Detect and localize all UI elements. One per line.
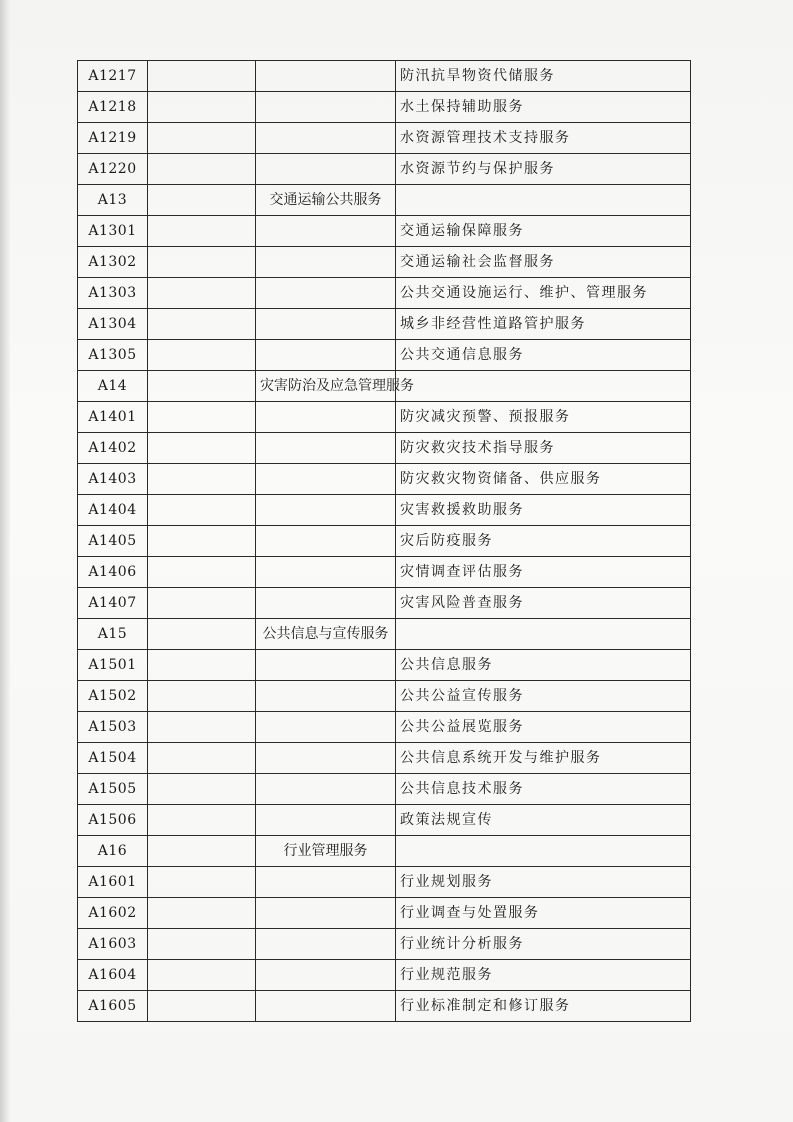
- service-item-cell: [396, 619, 691, 650]
- table-row-category: [78, 371, 691, 402]
- table-row: [78, 61, 691, 92]
- category-cell: [256, 216, 396, 247]
- service-item-cell: 防灾救灾技术指导服务: [396, 433, 691, 464]
- code-cell: A1603: [78, 929, 148, 960]
- service-item-cell: 灾后防疫服务: [396, 526, 691, 557]
- category-cell: [256, 805, 396, 836]
- blank-cell: [148, 929, 256, 960]
- category-cell: [256, 743, 396, 774]
- table-row: [78, 774, 691, 805]
- category-cell: [256, 61, 396, 92]
- table-row: [78, 340, 691, 371]
- blank-cell: [148, 278, 256, 309]
- category-cell: [256, 92, 396, 123]
- blank-cell: [148, 588, 256, 619]
- category-cell: [256, 464, 396, 495]
- code-cell: A1217: [78, 61, 148, 92]
- service-item-cell: 水土保持辅助服务: [396, 92, 691, 123]
- table-row: [78, 650, 691, 681]
- blank-cell: [148, 216, 256, 247]
- blank-cell: [148, 526, 256, 557]
- code-cell: A1301: [78, 216, 148, 247]
- code-cell: A1502: [78, 681, 148, 712]
- code-cell: A1219: [78, 123, 148, 154]
- service-item-cell: 行业统计分析服务: [396, 929, 691, 960]
- service-catalog-table: [77, 60, 691, 1022]
- table-row: [78, 247, 691, 278]
- blank-cell: [148, 681, 256, 712]
- table-row: [78, 898, 691, 929]
- code-cell: A1401: [78, 402, 148, 433]
- blank-cell: [148, 774, 256, 805]
- table-row: [78, 402, 691, 433]
- service-item-cell: 公共信息技术服务: [396, 774, 691, 805]
- table-row: [78, 526, 691, 557]
- blank-cell: [148, 247, 256, 278]
- service-item-cell: [396, 185, 691, 216]
- table-row: [78, 464, 691, 495]
- blank-cell: [148, 743, 256, 774]
- blank-cell: [148, 340, 256, 371]
- blank-cell: [148, 619, 256, 650]
- service-item-cell: 公共信息服务: [396, 650, 691, 681]
- table-row: [78, 278, 691, 309]
- code-cell: A15: [78, 619, 148, 650]
- service-item-cell: 公共交通信息服务: [396, 340, 691, 371]
- service-item-cell: 公共信息系统开发与维护服务: [396, 743, 691, 774]
- table-row: [78, 681, 691, 712]
- category-cell: [256, 650, 396, 681]
- service-item-cell: 灾害救援救助服务: [396, 495, 691, 526]
- category-cell: [256, 588, 396, 619]
- table-row: [78, 557, 691, 588]
- blank-cell: [148, 960, 256, 991]
- code-cell: A1605: [78, 991, 148, 1022]
- code-cell: A1304: [78, 309, 148, 340]
- category-cell: [256, 557, 396, 588]
- code-cell: A1601: [78, 867, 148, 898]
- table-row: [78, 309, 691, 340]
- blank-cell: [148, 92, 256, 123]
- code-cell: A14: [78, 371, 148, 402]
- code-cell: A1402: [78, 433, 148, 464]
- table-row: [78, 867, 691, 898]
- code-cell: A1220: [78, 154, 148, 185]
- service-item-cell: 城乡非经营性道路管护服务: [396, 309, 691, 340]
- category-cell: 行业管理服务: [256, 836, 396, 867]
- category-cell: [256, 960, 396, 991]
- table-row: [78, 991, 691, 1022]
- category-cell: [256, 309, 396, 340]
- category-cell: [256, 681, 396, 712]
- code-cell: A1406: [78, 557, 148, 588]
- blank-cell: [148, 805, 256, 836]
- service-item-cell: [396, 371, 691, 402]
- code-cell: A1218: [78, 92, 148, 123]
- blank-cell: [148, 154, 256, 185]
- table-row: [78, 495, 691, 526]
- code-cell: A1602: [78, 898, 148, 929]
- catalog-table-body: [78, 61, 691, 1022]
- table-row: [78, 588, 691, 619]
- table-row: [78, 929, 691, 960]
- code-cell: A1407: [78, 588, 148, 619]
- blank-cell: [148, 371, 256, 402]
- code-cell: A1503: [78, 712, 148, 743]
- code-cell: A1505: [78, 774, 148, 805]
- service-item-cell: 行业规范服务: [396, 960, 691, 991]
- blank-cell: [148, 836, 256, 867]
- category-cell: [256, 154, 396, 185]
- table-row: [78, 712, 691, 743]
- code-cell: A1302: [78, 247, 148, 278]
- category-cell: [256, 867, 396, 898]
- code-cell: A1506: [78, 805, 148, 836]
- blank-cell: [148, 185, 256, 216]
- category-cell: [256, 123, 396, 154]
- service-item-cell: 水资源管理技术支持服务: [396, 123, 691, 154]
- service-item-cell: 防灾减灾预警、预报服务: [396, 402, 691, 433]
- table-row: [78, 216, 691, 247]
- service-item-cell: 政策法规宣传: [396, 805, 691, 836]
- blank-cell: [148, 712, 256, 743]
- service-item-cell: 公共交通设施运行、维护、管理服务: [396, 278, 691, 309]
- table-row-category: [78, 185, 691, 216]
- code-cell: A1504: [78, 743, 148, 774]
- category-cell: [256, 495, 396, 526]
- service-item-cell: 灾情调查评估服务: [396, 557, 691, 588]
- service-item-cell: 灾害风险普查服务: [396, 588, 691, 619]
- category-cell: [256, 774, 396, 805]
- category-cell: [256, 402, 396, 433]
- category-cell: [256, 898, 396, 929]
- table-row: [78, 743, 691, 774]
- table-row: [78, 123, 691, 154]
- blank-cell: [148, 123, 256, 154]
- code-cell: A1405: [78, 526, 148, 557]
- code-cell: A1305: [78, 340, 148, 371]
- category-cell: [256, 929, 396, 960]
- blank-cell: [148, 433, 256, 464]
- category-cell: [256, 247, 396, 278]
- blank-cell: [148, 309, 256, 340]
- blank-cell: [148, 991, 256, 1022]
- code-cell: A1501: [78, 650, 148, 681]
- service-item-cell: 交通运输保障服务: [396, 216, 691, 247]
- category-cell: [256, 712, 396, 743]
- table-row: [78, 805, 691, 836]
- blank-cell: [148, 650, 256, 681]
- service-item-cell: [396, 836, 691, 867]
- service-item-cell: 行业规划服务: [396, 867, 691, 898]
- code-cell: A16: [78, 836, 148, 867]
- table-row-category: [78, 619, 691, 650]
- category-cell: [256, 278, 396, 309]
- category-cell: 灾害防治及应急管理服务: [256, 371, 396, 402]
- table-row: [78, 154, 691, 185]
- service-item-cell: 公共公益宣传服务: [396, 681, 691, 712]
- blank-cell: [148, 495, 256, 526]
- service-item-cell: 防汛抗旱物资代储服务: [396, 61, 691, 92]
- service-item-cell: 公共公益展览服务: [396, 712, 691, 743]
- code-cell: A1604: [78, 960, 148, 991]
- table-row-category: [78, 836, 691, 867]
- blank-cell: [148, 898, 256, 929]
- code-cell: A1303: [78, 278, 148, 309]
- category-cell: [256, 991, 396, 1022]
- code-cell: A1404: [78, 495, 148, 526]
- category-cell: [256, 526, 396, 557]
- blank-cell: [148, 557, 256, 588]
- blank-cell: [148, 61, 256, 92]
- category-cell: [256, 433, 396, 464]
- service-item-cell: 水资源节约与保护服务: [396, 154, 691, 185]
- category-cell: [256, 340, 396, 371]
- blank-cell: [148, 867, 256, 898]
- table-row: [78, 433, 691, 464]
- blank-cell: [148, 402, 256, 433]
- blank-cell: [148, 464, 256, 495]
- table-row: [78, 960, 691, 991]
- page-edge-shadow: [0, 0, 10, 1122]
- table-row: [78, 92, 691, 123]
- service-item-cell: 防灾救灾物资储备、供应服务: [396, 464, 691, 495]
- category-cell: 交通运输公共服务: [256, 185, 396, 216]
- code-cell: A1403: [78, 464, 148, 495]
- code-cell: A13: [78, 185, 148, 216]
- service-item-cell: 行业调查与处置服务: [396, 898, 691, 929]
- category-cell: 公共信息与宣传服务: [256, 619, 396, 650]
- service-item-cell: 行业标准制定和修订服务: [396, 991, 691, 1022]
- service-item-cell: 交通运输社会监督服务: [396, 247, 691, 278]
